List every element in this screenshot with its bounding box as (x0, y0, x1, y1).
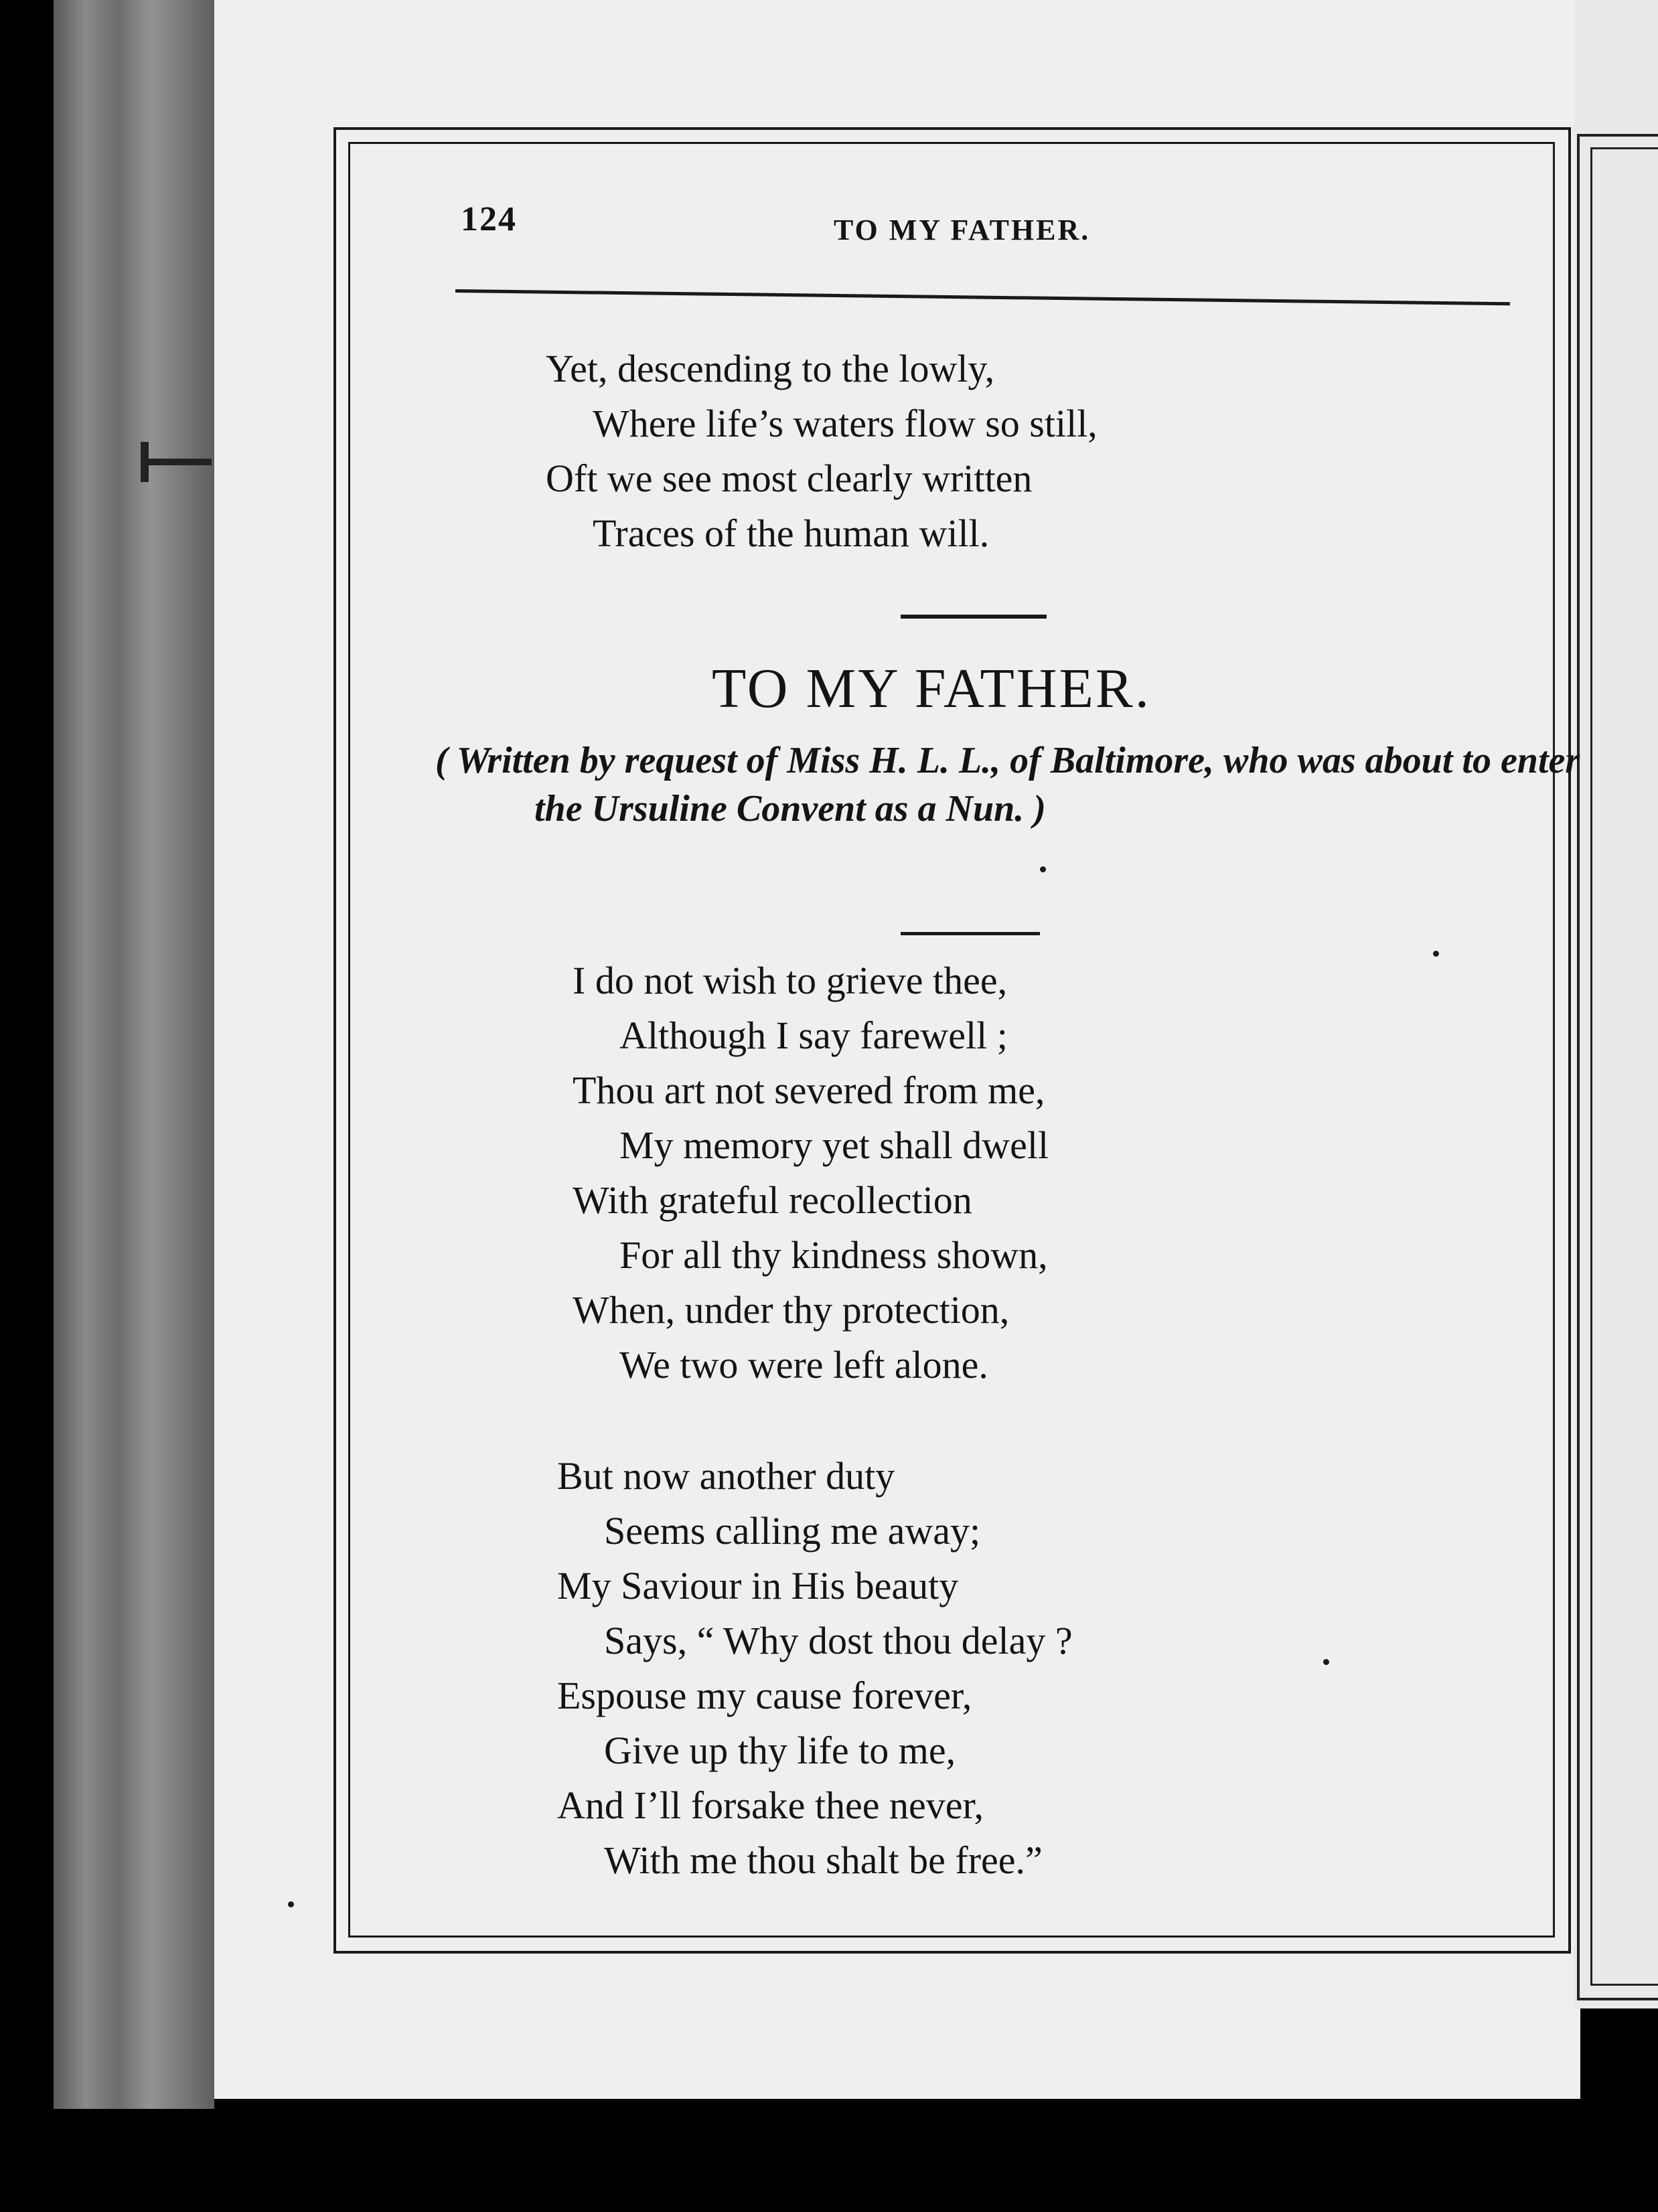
verse-line: And I’ll forsake thee never, (557, 1784, 984, 1827)
verse-line: Although I say farewell ; (619, 1014, 1008, 1057)
verse-line: Oft we see most clearly written (546, 457, 1033, 500)
verse-line: When, under thy protection, (573, 1288, 1010, 1332)
print-speck (1040, 866, 1046, 872)
print-speck (1433, 951, 1439, 957)
verse-line: Says, “ Why dost thou delay ? (604, 1619, 1073, 1662)
section-separator (901, 615, 1047, 619)
verse-line: Seems calling me away; (604, 1509, 981, 1553)
verse-line: My Saviour in His beauty (557, 1564, 959, 1607)
verse-line: But now another duty (557, 1454, 895, 1498)
running-head: TO MY FATHER. (834, 214, 1091, 246)
verse-line: Where life’s waters flow so still, (593, 402, 1098, 445)
edge-mark (145, 459, 212, 465)
verse-line: Give up thy life to me, (604, 1729, 956, 1772)
verse-line: Espouse my cause forever, (557, 1674, 972, 1717)
verse-line: Thou art not severed from me, (573, 1069, 1045, 1112)
verse-line: Traces of the human will. (593, 511, 990, 555)
subtitle-separator (901, 932, 1040, 935)
stanza-2 (557, 1449, 1073, 1888)
page-number: 124 (461, 200, 517, 238)
edge-mark (141, 442, 149, 482)
stanza-1 (573, 953, 1049, 1393)
verse-line: We two were left alone. (619, 1343, 988, 1387)
verse-top (546, 341, 1098, 561)
next-page-border-inner (1590, 147, 1658, 1986)
verse-line: Yet, descending to the lowly, (546, 347, 995, 390)
verse-line: For all thy kindness shown, (619, 1233, 1048, 1277)
verse-line: With grateful recollection (573, 1178, 972, 1222)
book-edge (54, 0, 214, 2109)
verse-line: I do not wish to grieve thee, (573, 959, 1008, 1002)
print-speck (1323, 1659, 1329, 1665)
poem-title: TO MY FATHER. (712, 657, 1151, 720)
verse-line: My memory yet shall dwell (619, 1123, 1049, 1167)
print-speck (288, 1901, 294, 1907)
poem-subtitle: ( Written by request of Miss H. L. L., of Baltimore, who was about to enter the Ursuline Convent as a Nun. ) (435, 740, 1580, 830)
verse-line: With me thou shalt be free.” (604, 1838, 1043, 1882)
